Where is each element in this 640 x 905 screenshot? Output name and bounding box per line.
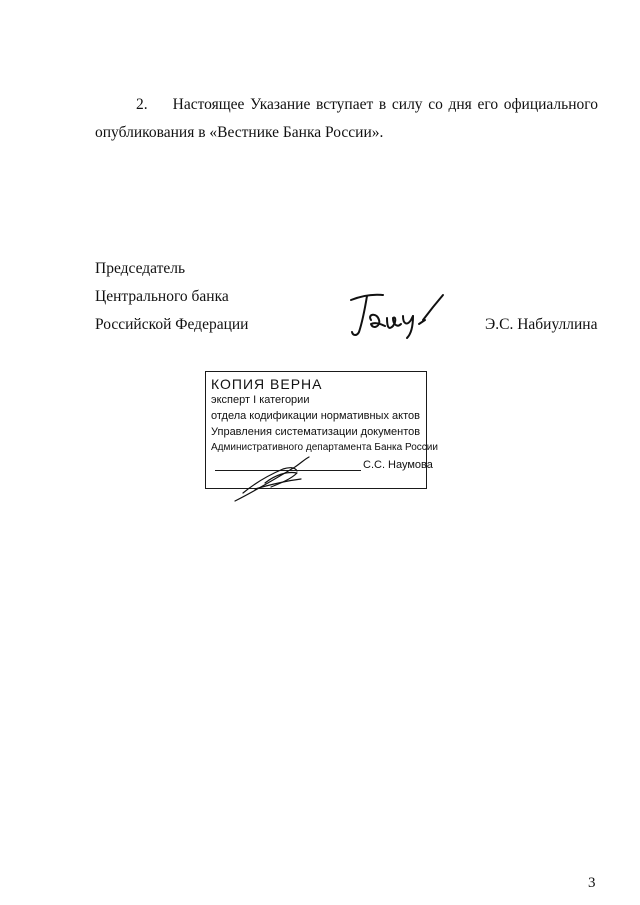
paragraph-number: 2.: [136, 96, 148, 113]
stamp-title: КОПИЯ ВЕРНА: [211, 376, 323, 392]
signatory-title: [95, 255, 248, 339]
stamp-line: Административного департамента Банка России: [211, 442, 438, 453]
paragraph-line-1: [95, 91, 598, 119]
stamp-line: отдела кодификации нормативных актов: [211, 410, 420, 422]
stamp-signer-name: С.С. Наумова: [363, 459, 433, 471]
stamp-line: Управления систематизации документов: [211, 426, 421, 438]
paragraph-2: [95, 91, 598, 147]
signatory-title-line: Российской Федерации: [95, 316, 249, 333]
handwritten-signature: [343, 290, 448, 340]
signatory-title-line: Центрального банка: [95, 288, 229, 305]
page-number: 3: [588, 875, 596, 891]
signatory-title-line: Председатель: [95, 260, 186, 277]
paragraph-text-first-line: Настоящее Указание вступает в силу со дня его официального: [172, 96, 598, 113]
signer-name: Э.С. Набиуллина: [485, 316, 598, 333]
stamp-handwritten-signature: [225, 455, 325, 503]
stamp-line: эксперт I категории: [211, 394, 310, 406]
paragraph-text-second-line: опубликования в «Вестнике Банка России».: [95, 124, 384, 141]
